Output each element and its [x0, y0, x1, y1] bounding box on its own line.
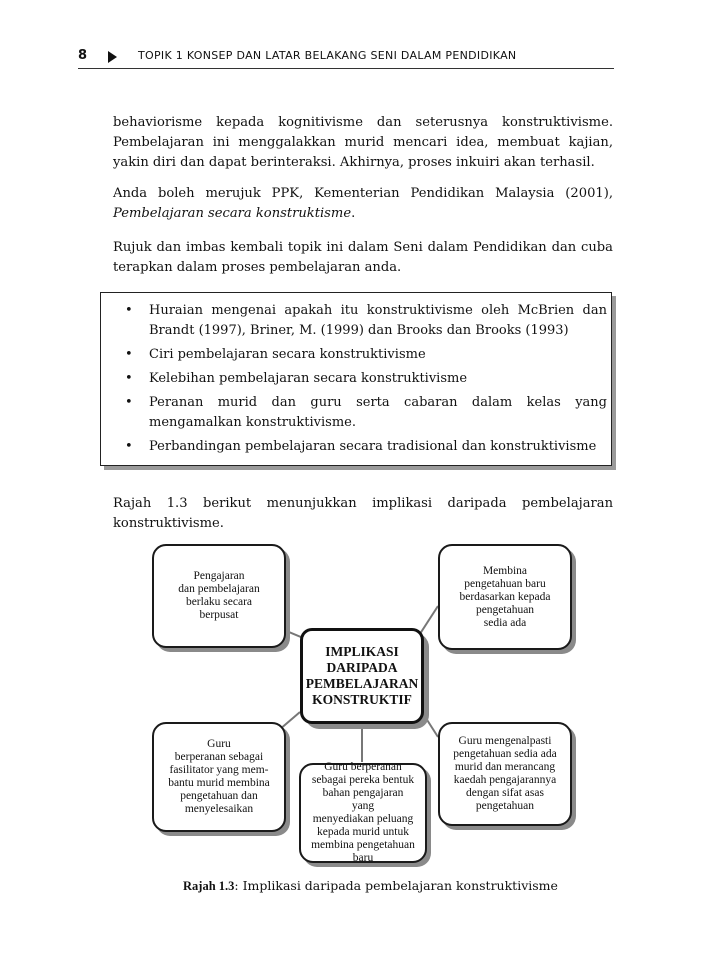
- paragraph-1: behaviorisme kepada kognitivisme dan seterusnya konstruktivisme. Pembelajaran ini menggalakkan murid mencari idea, membuat kajian, yakin diri dan dapat berinteraksi. Akhirnya, proses inkuiri akan terhasil.: [113, 115, 613, 170]
- paragraph-2-reference: Pembelajaran secara konstruktisme: [113, 206, 352, 221]
- bullet-icon: •: [125, 371, 133, 386]
- figure-caption: [183, 877, 558, 895]
- paragraph-2-text: Anda boleh merujuk PPK, Kementerian Pendidikan Malaysia (2001),: [113, 186, 613, 201]
- paragraph-4: Rajah 1.3 berikut menunjukkan implikasi daripada pembelajaran konstruktivisme.: [113, 496, 613, 531]
- diagram-center-box: IMPLIKASI DARIPADA PEMBELAJARAN KONSTRUKTIF: [300, 628, 424, 724]
- paragraph-3: Rujuk dan imbas kembali topik ini dalam Seni dalam Pendidikan dan cuba terapkan dalam proses pembelajaran anda.: [113, 240, 613, 275]
- bullet-icon: •: [125, 347, 133, 362]
- list-item-text: Ciri pembelajaran secara konstruktivisme: [149, 347, 426, 362]
- bullet-icon: •: [125, 439, 133, 454]
- list-item-text: Huraian mengenai apakah itu konstruktivisme oleh McBrien dan Brandt (1997), Briner, M. (1999) dan Brooks dan Brooks (1993): [149, 303, 607, 338]
- page-number: 8: [78, 48, 88, 63]
- diagram-box-bottom-left: Guru berperanan sebagai fasilitator yang mem- bantu murid membina pengetahuan dan menyelesaikan: [152, 722, 286, 832]
- list-item-text: Peranan murid dan guru serta cabaran dalam kelas yang mengamalkan konstruktivisme.: [149, 395, 607, 430]
- diagram-box-top-left: Pengajaran dan pembelajaran berlaku secara berpusat: [152, 544, 286, 648]
- bullet-icon: •: [125, 395, 133, 410]
- list-item-text: Kelebihan pembelajaran secara konstruktivisme: [149, 371, 468, 386]
- paragraph-2-end: .: [351, 206, 356, 221]
- diagram-box-top-right: Membina pengetahuan baru berdasarkan kepada pengetahuan sedia ada: [438, 544, 572, 650]
- diagram-box-bottom-right: Guru mengenalpasti pengetahuan sedia ada murid dan merancang kaedah pengajarannya dengan sifat asas pengetahuan: [438, 722, 572, 826]
- running-title: TOPIK 1 KONSEP DAN LATAR BELAKANG SENI DALAM PENDIDIKAN: [138, 49, 517, 62]
- diagram-box-bottom-center: Guru berperanan sebagai pereka bentuk bahan pengajaran yang menyediakan peluang kepada murid untuk membina pengetahuan baru: [299, 763, 427, 863]
- list-item-text: Perbandingan pembelajaran secara tradisional dan konstruktivisme: [149, 439, 597, 454]
- bullet-icon: •: [125, 303, 133, 318]
- figure-caption-label: Rajah 1.3: [183, 879, 235, 893]
- figure-caption-text: : Implikasi daripada pembelajaran konstruktivisme: [234, 878, 558, 893]
